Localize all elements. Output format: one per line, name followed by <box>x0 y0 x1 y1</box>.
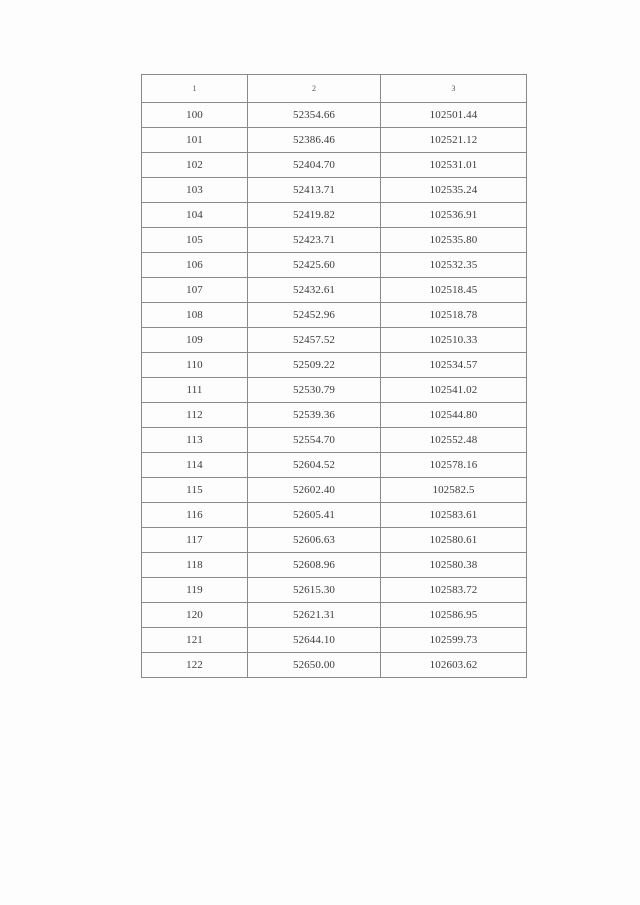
point-number-cell: 111 <box>142 378 248 403</box>
table-row <box>142 578 527 603</box>
x-coordinate-cell: 52386.46 <box>248 128 381 153</box>
point-number-cell: 114 <box>142 453 248 478</box>
x-coordinate-cell: 52554.70 <box>248 428 381 453</box>
table-row <box>142 228 527 253</box>
x-coordinate-cell: 52404.70 <box>248 153 381 178</box>
point-number-cell: 100 <box>142 103 248 128</box>
x-coordinate-cell: 52604.52 <box>248 453 381 478</box>
table-row <box>142 478 527 503</box>
x-coordinate-cell: 52423.71 <box>248 228 381 253</box>
y-coordinate-cell: 102582.5 <box>381 478 527 503</box>
x-coordinate-cell: 52419.82 <box>248 203 381 228</box>
point-number-cell: 109 <box>142 328 248 353</box>
y-coordinate-cell: 102501.44 <box>381 103 527 128</box>
x-coordinate-cell: 52452.96 <box>248 303 381 328</box>
table-row <box>142 128 527 153</box>
x-coordinate-cell: 52354.66 <box>248 103 381 128</box>
x-coordinate-cell: 52413.71 <box>248 178 381 203</box>
y-coordinate-cell: 102552.48 <box>381 428 527 453</box>
x-coordinate-cell: 52650.00 <box>248 653 381 678</box>
point-number-cell: 105 <box>142 228 248 253</box>
table-row <box>142 653 527 678</box>
table-row <box>142 153 527 178</box>
table-row <box>142 253 527 278</box>
y-coordinate-cell: 102541.02 <box>381 378 527 403</box>
point-number-cell: 110 <box>142 353 248 378</box>
column-header-3: 3 <box>381 75 527 103</box>
table-body <box>142 103 527 678</box>
column-header-2: 2 <box>248 75 381 103</box>
column-header-1: 1 <box>142 75 248 103</box>
table-row <box>142 203 527 228</box>
y-coordinate-cell: 102578.16 <box>381 453 527 478</box>
coordinates-table <box>141 74 527 678</box>
point-number-cell: 115 <box>142 478 248 503</box>
x-coordinate-cell: 52539.36 <box>248 403 381 428</box>
y-coordinate-cell: 102580.61 <box>381 528 527 553</box>
y-coordinate-cell: 102583.72 <box>381 578 527 603</box>
point-number-cell: 113 <box>142 428 248 453</box>
point-number-cell: 118 <box>142 553 248 578</box>
table-row <box>142 178 527 203</box>
point-number-cell: 106 <box>142 253 248 278</box>
x-coordinate-cell: 52457.52 <box>248 328 381 353</box>
table-row <box>142 428 527 453</box>
point-number-cell: 117 <box>142 528 248 553</box>
point-number-cell: 120 <box>142 603 248 628</box>
y-coordinate-cell: 102532.35 <box>381 253 527 278</box>
point-number-cell: 108 <box>142 303 248 328</box>
table-row <box>142 328 527 353</box>
x-coordinate-cell: 52432.61 <box>248 278 381 303</box>
y-coordinate-cell: 102518.45 <box>381 278 527 303</box>
table-row <box>142 453 527 478</box>
table-row <box>142 103 527 128</box>
point-number-cell: 103 <box>142 178 248 203</box>
x-coordinate-cell: 52621.31 <box>248 603 381 628</box>
x-coordinate-cell: 52644.10 <box>248 628 381 653</box>
table-row <box>142 278 527 303</box>
table-row <box>142 403 527 428</box>
table-row <box>142 503 527 528</box>
y-coordinate-cell: 102531.01 <box>381 153 527 178</box>
point-number-cell: 119 <box>142 578 248 603</box>
y-coordinate-cell: 102586.95 <box>381 603 527 628</box>
table-row <box>142 603 527 628</box>
x-coordinate-cell: 52425.60 <box>248 253 381 278</box>
point-number-cell: 116 <box>142 503 248 528</box>
point-number-cell: 112 <box>142 403 248 428</box>
x-coordinate-cell: 52530.79 <box>248 378 381 403</box>
y-coordinate-cell: 102535.80 <box>381 228 527 253</box>
x-coordinate-cell: 52509.22 <box>248 353 381 378</box>
y-coordinate-cell: 102580.38 <box>381 553 527 578</box>
x-coordinate-cell: 52605.41 <box>248 503 381 528</box>
y-coordinate-cell: 102518.78 <box>381 303 527 328</box>
table-row <box>142 628 527 653</box>
point-number-cell: 107 <box>142 278 248 303</box>
point-number-cell: 122 <box>142 653 248 678</box>
table-row <box>142 353 527 378</box>
y-coordinate-cell: 102583.61 <box>381 503 527 528</box>
x-coordinate-cell: 52608.96 <box>248 553 381 578</box>
table-row <box>142 553 527 578</box>
point-number-cell: 102 <box>142 153 248 178</box>
x-coordinate-cell: 52615.30 <box>248 578 381 603</box>
y-coordinate-cell: 102535.24 <box>381 178 527 203</box>
y-coordinate-cell: 102521.12 <box>381 128 527 153</box>
y-coordinate-cell: 102536.91 <box>381 203 527 228</box>
point-number-cell: 121 <box>142 628 248 653</box>
point-number-cell: 104 <box>142 203 248 228</box>
table-row <box>142 528 527 553</box>
y-coordinate-cell: 102603.62 <box>381 653 527 678</box>
y-coordinate-cell: 102599.73 <box>381 628 527 653</box>
y-coordinate-cell: 102544.80 <box>381 403 527 428</box>
x-coordinate-cell: 52606.63 <box>248 528 381 553</box>
y-coordinate-cell: 102510.33 <box>381 328 527 353</box>
x-coordinate-cell: 52602.40 <box>248 478 381 503</box>
table-row <box>142 303 527 328</box>
y-coordinate-cell: 102534.57 <box>381 353 527 378</box>
point-number-cell: 101 <box>142 128 248 153</box>
table-row <box>142 378 527 403</box>
table-header-row <box>142 75 527 103</box>
